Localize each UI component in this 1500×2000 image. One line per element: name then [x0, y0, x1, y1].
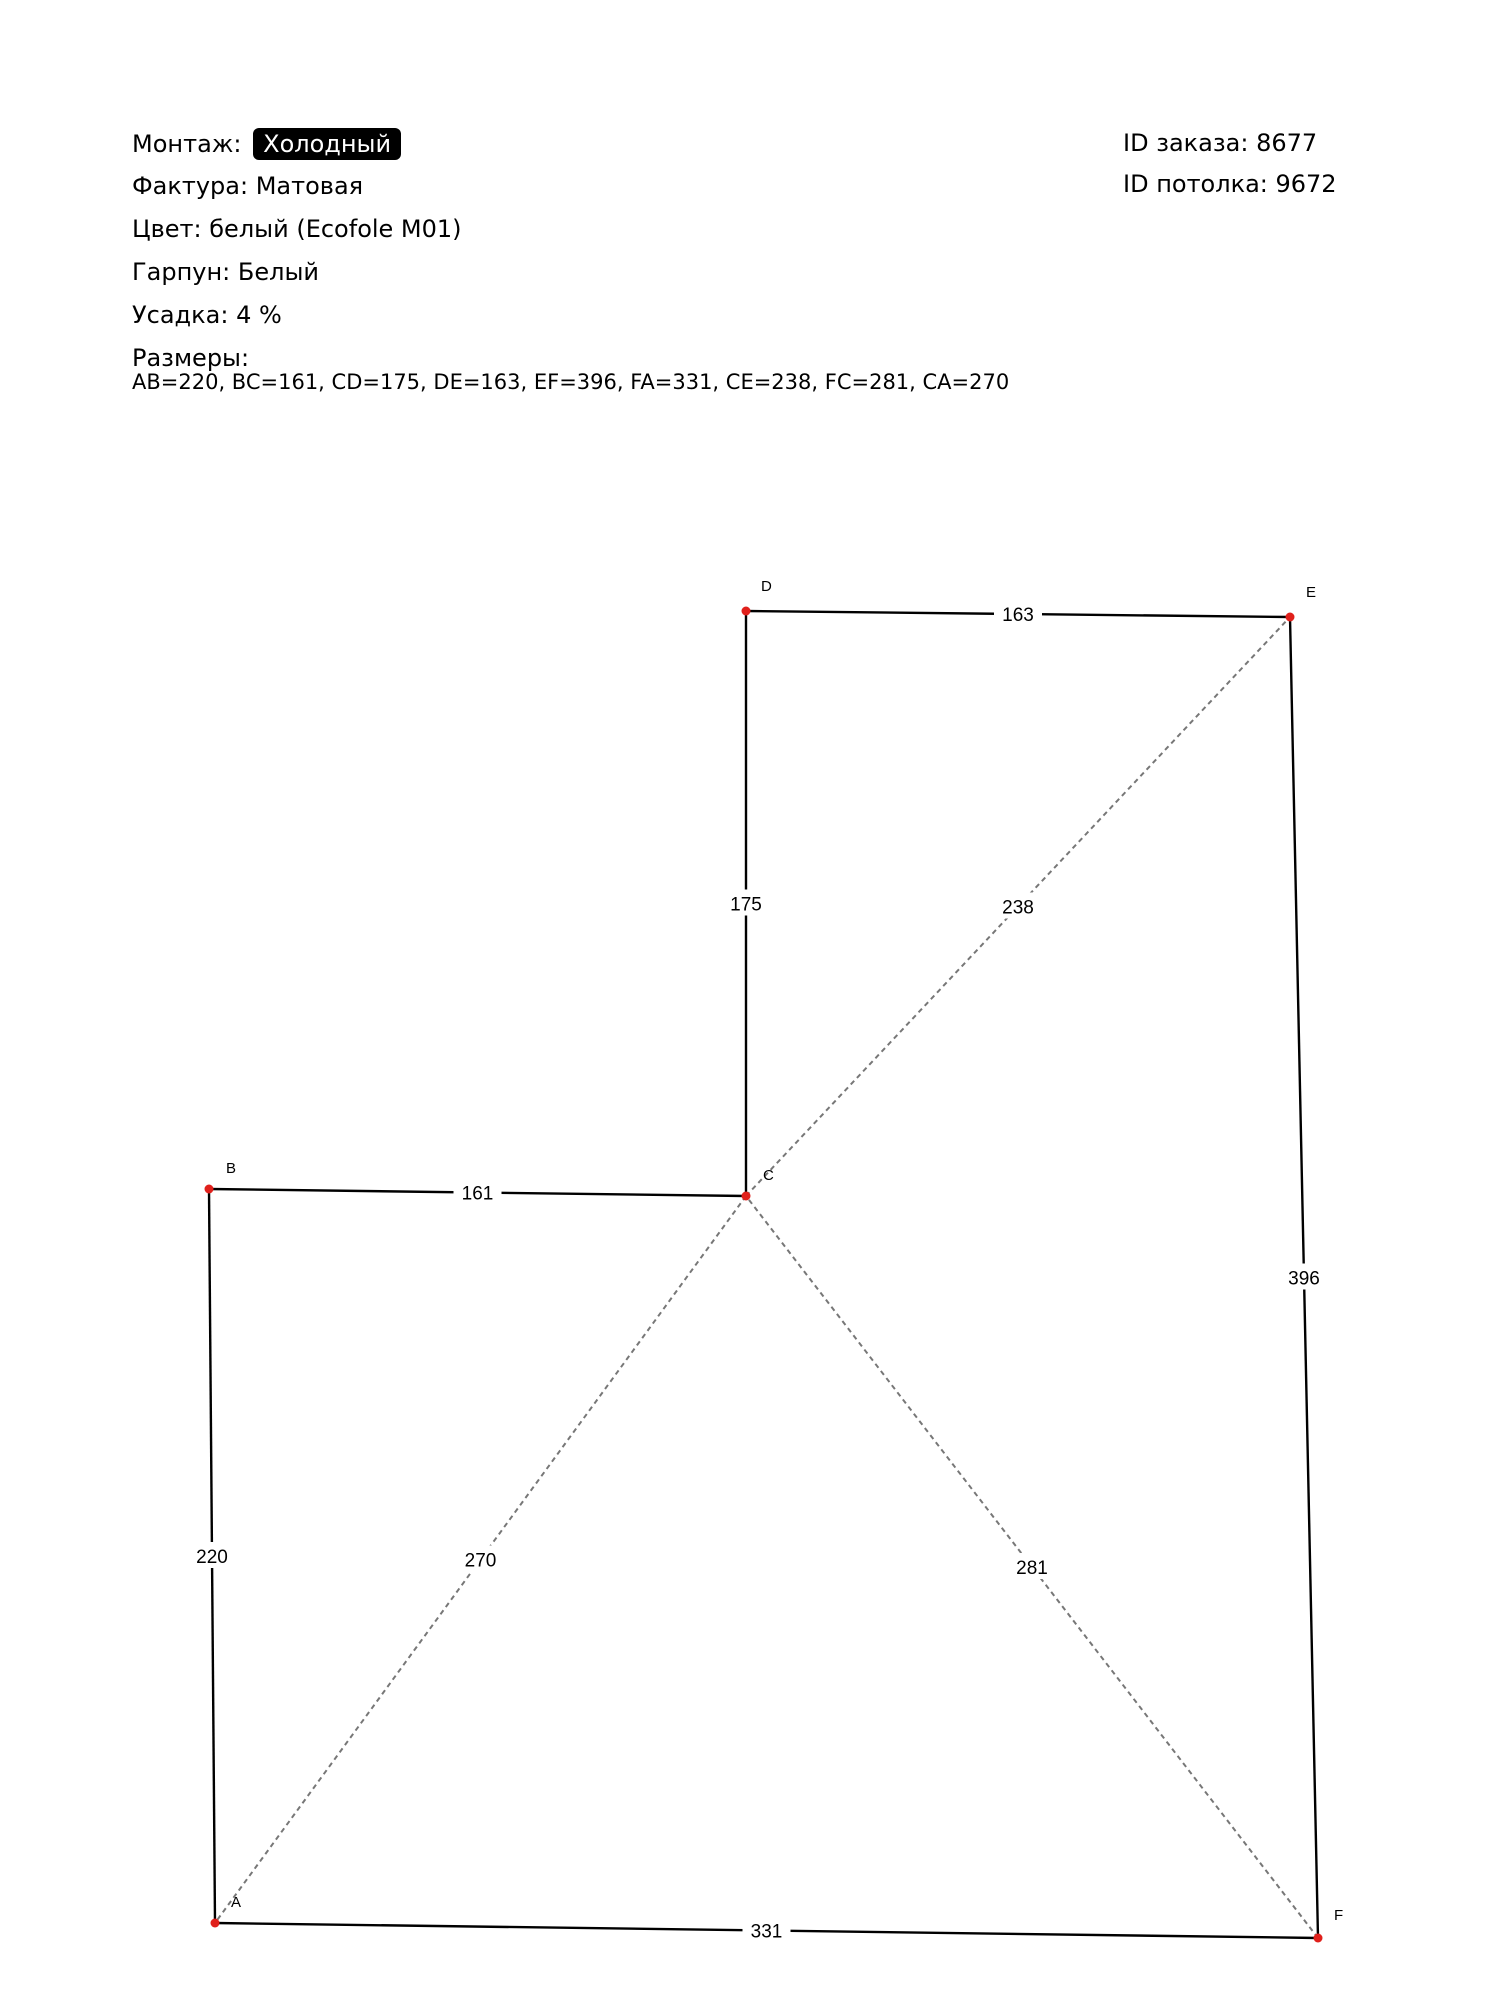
edge-length-label-bc: [454, 1179, 502, 1205]
mount-badge: Холодный: [253, 128, 401, 160]
edge-length-label-fa: [743, 1917, 791, 1943]
harpoon-value: Белый: [237, 258, 320, 286]
edge-length-ca: 270: [464, 1550, 497, 1572]
edge-length-cd: 175: [730, 894, 762, 916]
vertex-label-b: B: [226, 1160, 237, 1177]
harpoon-label: Гарпун:: [132, 258, 231, 286]
texture-value: Матовая: [255, 172, 364, 200]
vertex-point-c: [742, 1192, 751, 1201]
edge-length-label-cd: [722, 890, 770, 916]
shrink-value: 4 %: [236, 301, 282, 329]
vertex-point-f: [1314, 1934, 1323, 1943]
edge-length-fa: 331: [750, 1921, 783, 1943]
vertex-point-e: [1286, 613, 1295, 622]
color-value: белый (Ecofole M01): [209, 215, 462, 243]
edge-length-ef: 396: [1288, 1268, 1320, 1290]
edge-length-label-de: [994, 600, 1042, 626]
order-id-label: ID заказа:: [1123, 129, 1249, 157]
ceiling-id-label: ID потолка:: [1123, 170, 1276, 198]
texture-label: Фактура:: [132, 172, 249, 200]
vertex-point-d: [742, 607, 751, 616]
mount-label: Монтаж:: [132, 130, 242, 158]
edge-length-ab: 220: [196, 1547, 228, 1568]
order-id-value: 8677: [1256, 129, 1318, 157]
sizes-label: Размеры:: [132, 344, 250, 372]
color-label: Цвет:: [132, 215, 202, 243]
vertex-label-e: E: [1306, 584, 1317, 601]
edge-length-label-ce: [994, 893, 1042, 919]
edge-length-fc: 281: [1016, 1558, 1048, 1579]
edge-length-label-ef: [1280, 1264, 1328, 1290]
edge-length-de: 163: [1002, 605, 1034, 626]
edge-length-ce: 238: [1002, 897, 1034, 919]
vertex-point-b: [205, 1185, 214, 1194]
edge-length-label-fc: [1008, 1553, 1056, 1579]
edge-length-label-ca: [457, 1546, 505, 1572]
vertex-label-d: D: [761, 578, 772, 595]
ceiling-id-value: 9672: [1275, 170, 1337, 198]
vertex-label-a: A: [231, 1894, 242, 1911]
vertex-label-f: F: [1334, 1907, 1344, 1924]
vertex-label-c: C: [763, 1167, 774, 1184]
sizes-list: AB=220, BC=161, CD=175, DE=163, EF=396, FA=331, CE=238, FC=281, CA=270: [132, 370, 1010, 394]
shrink-label: Усадка:: [132, 301, 229, 329]
edge-length-label-ab: [188, 1542, 236, 1568]
edge-length-bc: 161: [461, 1183, 494, 1205]
vertex-point-a: [211, 1919, 220, 1928]
